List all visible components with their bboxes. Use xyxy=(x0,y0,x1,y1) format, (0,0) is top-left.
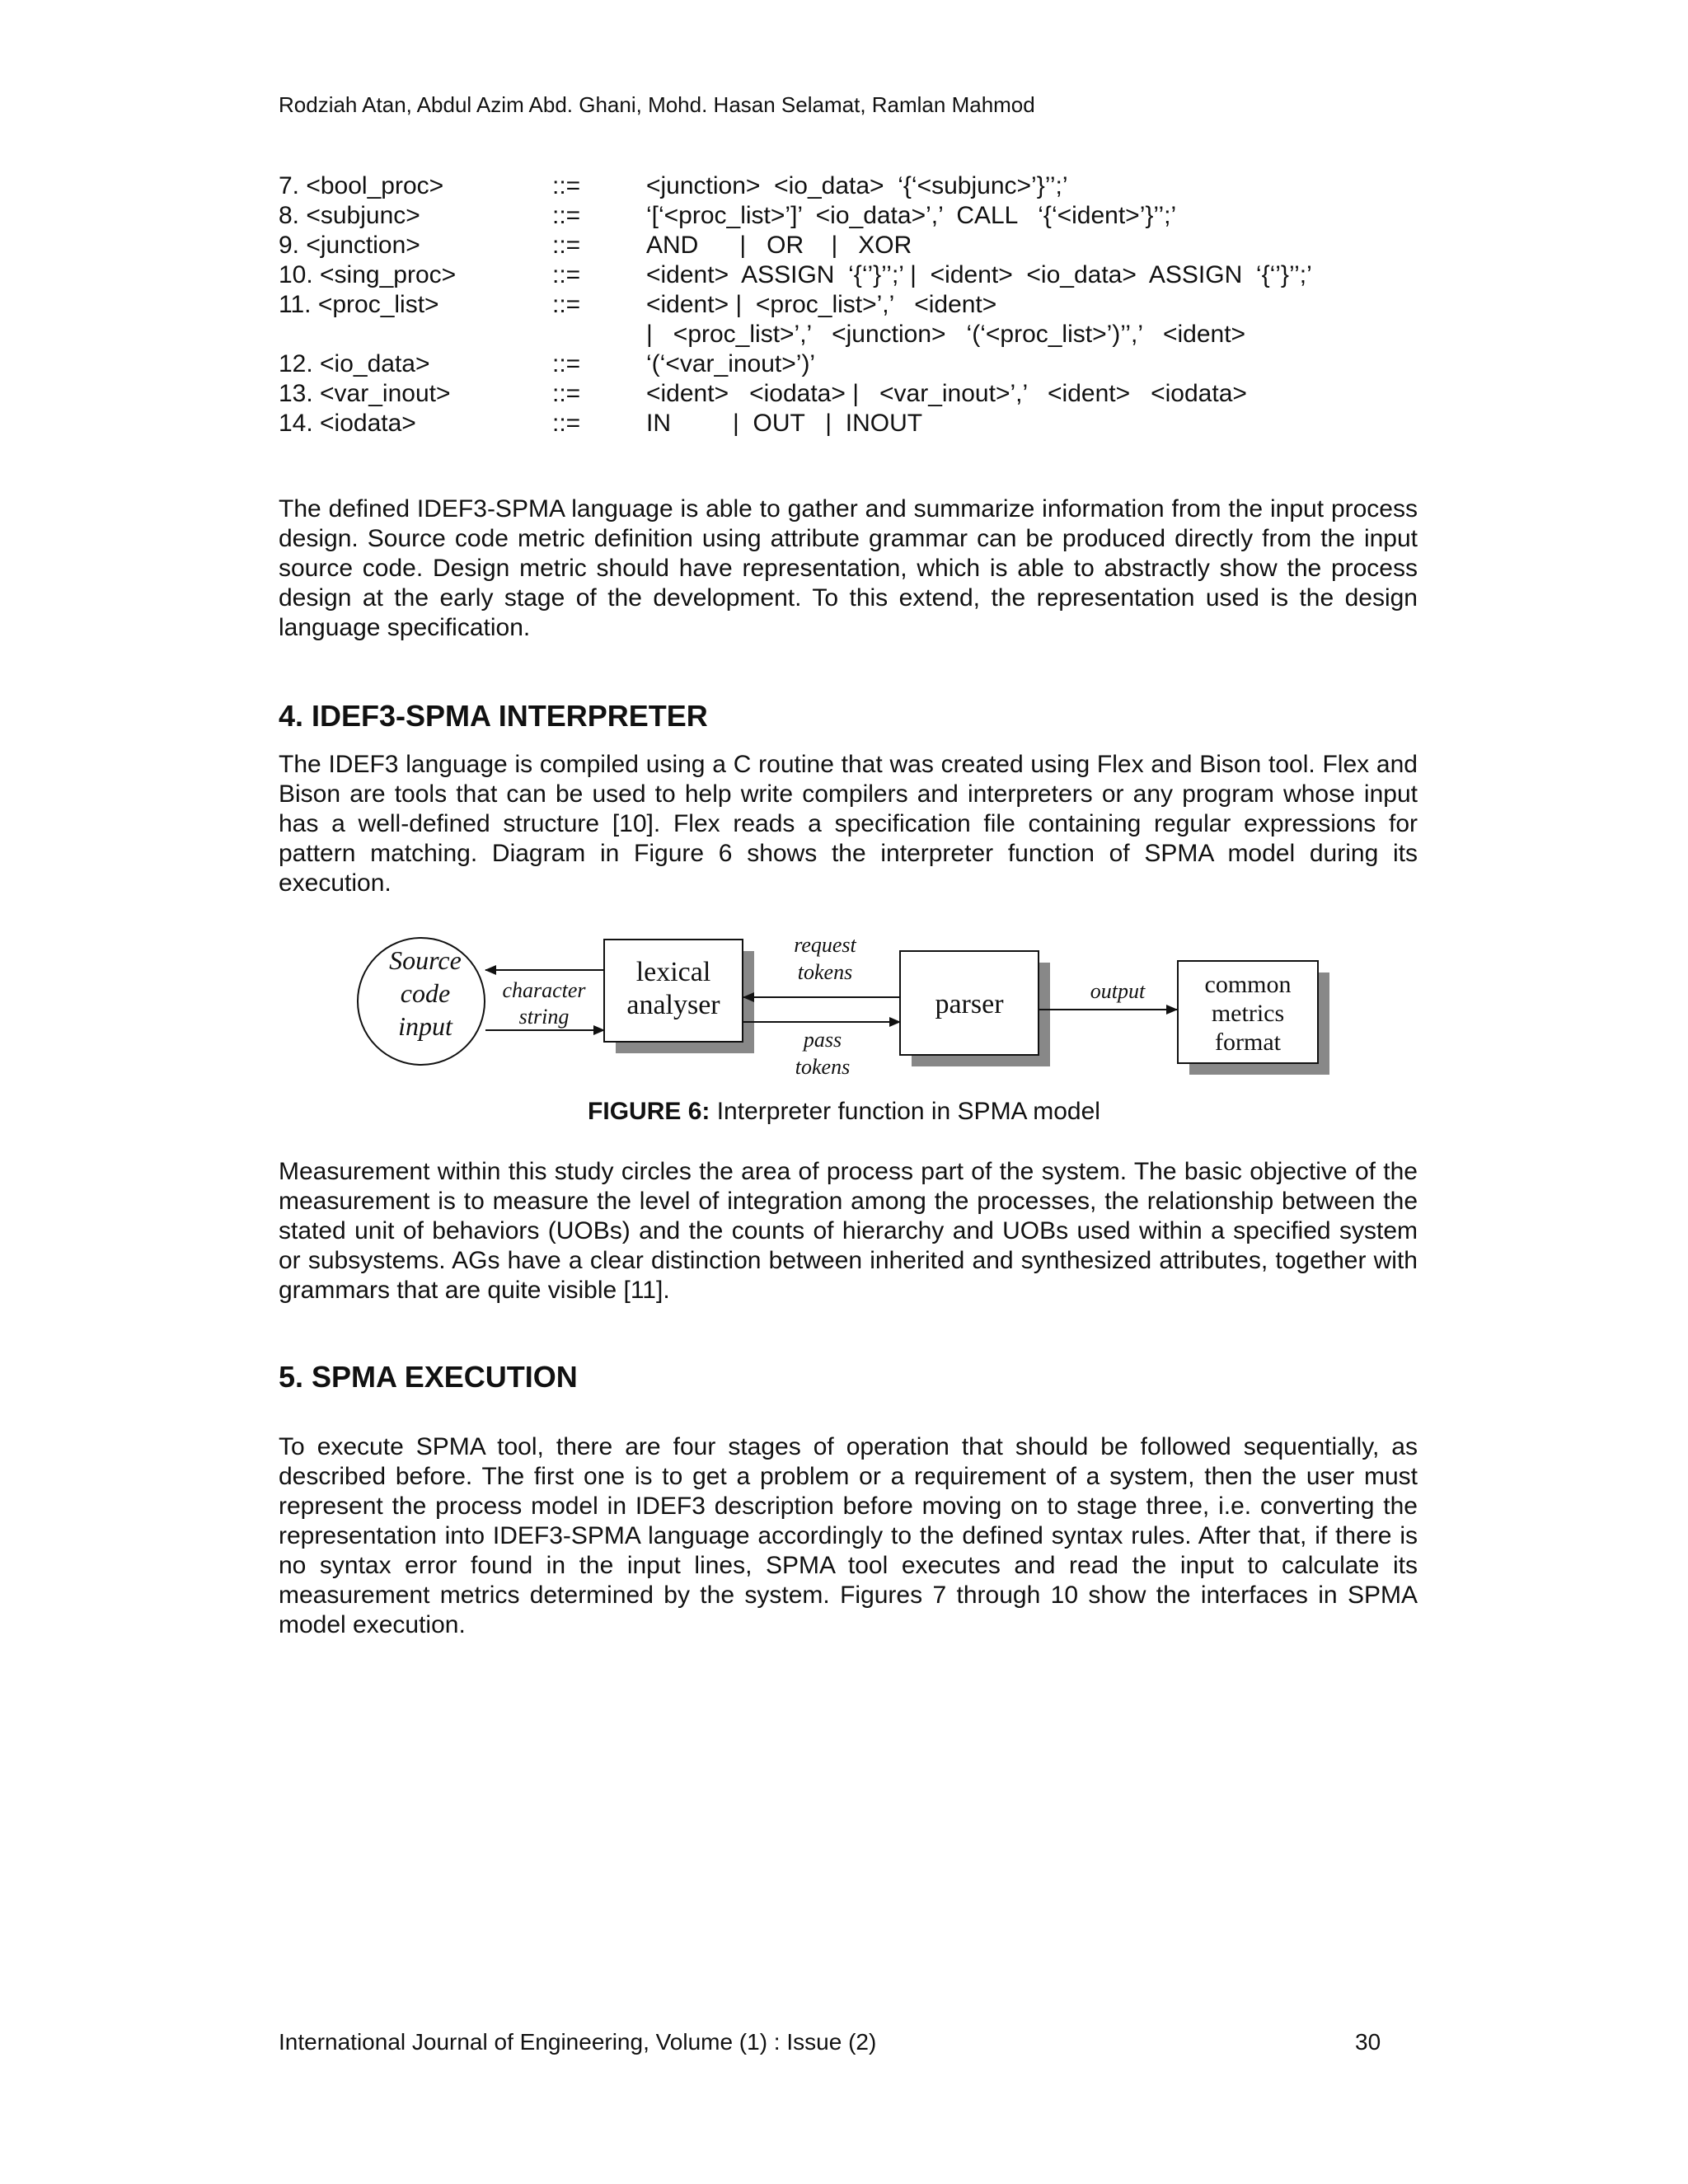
grammar-rule xyxy=(279,260,1432,290)
grammar-rule xyxy=(279,320,1432,349)
paragraph: The defined IDEF3-SPMA language is able to gather and summarize information from the input process design. Source code metric definition using attribute grammar can be produced directly from the input source code. Design metric should have representation, which is able to abstractly show the process design at the early stage of the development. To this extend, the representation used is the design language specification. xyxy=(279,495,1418,641)
source-label-1: Source xyxy=(389,945,462,975)
rule-name: 10. <sing_proc> xyxy=(279,261,457,288)
caption-text: Interpreter function in SPMA model xyxy=(710,1098,1100,1125)
source-label-2: code xyxy=(400,978,451,1008)
rule-definition: IN | OUT | INOUT xyxy=(646,410,923,437)
grammar-rule xyxy=(279,349,1432,379)
paragraph: Measurement within this study circles the area of process part of the system. The basic objective of the measurement is to measure the level of integration among the processes, the relationship between the stated unit of behaviors (UOBs) and the counts of hierarchy and UOBs used within a specified system or subsystems. AGs have a clear distinction between inherited and synthesized attributes, together with grammars that are quite visible [11]. xyxy=(279,1158,1418,1304)
character-label: character xyxy=(502,978,586,1002)
lexical-label: lexical xyxy=(635,957,711,987)
parser-node xyxy=(900,951,1050,1066)
grammar-rules xyxy=(279,171,1432,438)
rule-definition: ‘[‘<proc_list>’]’ <io_data>’,’ CALL ‘{‘<ident>’}’’;’ xyxy=(646,202,1177,229)
output-label: output xyxy=(1090,979,1146,1003)
paragraph: To execute SPMA tool, there are four stages of operation that should be followed sequentially, as described before. The first one is to get a problem or a requirement of a system, then the user must represent the process model in IDEF3 description before moving on to stage three, i.e. converting the representation into IDEF3-SPMA language accordingly to the defined syntax rules. After that, if there is no syntax error found in the input lines, SPMA tool executes and read the input to calculate its measurement metrics determined by the system. Figures 7 through 10 show the interfaces in SPMA model execution. xyxy=(279,1433,1418,1638)
lexical-analyser-node xyxy=(604,940,754,1053)
rule-definition: <ident> ASSIGN ‘{‘’}’’;’ | <ident> <io_data> ASSIGN ‘{‘’}’’;’ xyxy=(646,261,1312,288)
metrics-label: metrics xyxy=(1211,1000,1285,1027)
rule-definition: AND | OR | XOR xyxy=(646,232,912,259)
format-label: format xyxy=(1215,1029,1281,1056)
pass-tokens-label: tokens xyxy=(795,1055,851,1079)
grammar-rule xyxy=(279,231,1432,260)
common-metrics-format-node xyxy=(1178,961,1329,1075)
running-header: Rodziah Atan, Abdul Azim Abd. Ghani, Mohd. Hasan Selamat, Ramlan Mahmod xyxy=(279,92,1035,117)
rule-name: 14. <iodata> xyxy=(279,410,416,437)
rule-name: 12. <io_data> xyxy=(279,350,430,377)
rule-name: 11. <proc_list> xyxy=(279,291,439,318)
rule-definition: <junction> <io_data> ‘{‘<subjunc>’}’’;’ xyxy=(646,172,1068,199)
parser-label: parser xyxy=(935,989,1004,1019)
source-label-3: input xyxy=(398,1011,452,1041)
paragraph: The IDEF3 language is compiled using a C routine that was created using Flex and Bison tool. Flex and Bison are tools that can be used to help write compilers and interpreters or any program whose input has a well-defined structure [10]. Flex reads a specification file containing regular expressions for pattern matching. Diagram in Figure 6 shows the interpreter function of SPMA model during its execution. xyxy=(279,751,1418,897)
rule-name: 7. <bool_proc> xyxy=(279,172,444,199)
rule-definition: | <proc_list>’,’ <junction> ‘(‘<proc_list>’)’’,’ <ident> xyxy=(646,321,1246,348)
figure-caption xyxy=(0,1098,1688,1126)
rule-name: 9. <junction> xyxy=(279,232,420,259)
rule-definition: ‘(‘<var_inout>’)’ xyxy=(646,350,816,377)
figure-6-diagram xyxy=(0,915,1688,1113)
rule-name: 13. <var_inout> xyxy=(279,380,451,407)
source-code-input-node xyxy=(358,938,485,1065)
rule-definition: <ident> <iodata> | <var_inout>’,’ <ident> <iodata> xyxy=(646,380,1247,407)
section-heading-4: 4. IDEF3-SPMA INTERPRETER xyxy=(279,699,708,733)
request-tokens-label: tokens xyxy=(797,960,853,984)
grammar-rule xyxy=(279,409,1432,438)
grammar-rule xyxy=(279,290,1432,320)
caption-label: FIGURE 6: xyxy=(588,1098,710,1125)
grammar-rule xyxy=(279,379,1432,409)
grammar-rule xyxy=(279,201,1432,231)
rule-operator: ::= xyxy=(552,261,581,288)
rule-name: 8. <subjunc> xyxy=(279,202,420,229)
character-string-edge xyxy=(485,970,604,1030)
request-label: request xyxy=(794,933,856,957)
rule-operator: ::= xyxy=(552,202,581,229)
analyser-label: analyser xyxy=(626,990,720,1020)
output-edge xyxy=(1039,979,1177,1010)
tokens-edge xyxy=(743,933,900,1079)
rule-definition: <ident> | <proc_list>’,’ <ident> xyxy=(646,291,997,318)
rule-operator: ::= xyxy=(552,380,581,407)
string-label: string xyxy=(518,1005,570,1029)
rule-operator: ::= xyxy=(552,172,581,199)
rule-operator: ::= xyxy=(552,291,581,318)
section-heading-5: 5. SPMA EXECUTION xyxy=(279,1360,578,1394)
common-label: common xyxy=(1204,971,1292,998)
pass-label: pass xyxy=(803,1028,842,1052)
page-number: 30 xyxy=(1355,2029,1381,2055)
rule-operator: ::= xyxy=(552,350,581,377)
footer-journal: International Journal of Engineering, Volume (1) : Issue (2) xyxy=(279,2029,877,2055)
grammar-rule xyxy=(279,171,1432,201)
rule-operator: ::= xyxy=(552,410,581,437)
rule-operator: ::= xyxy=(552,232,581,259)
